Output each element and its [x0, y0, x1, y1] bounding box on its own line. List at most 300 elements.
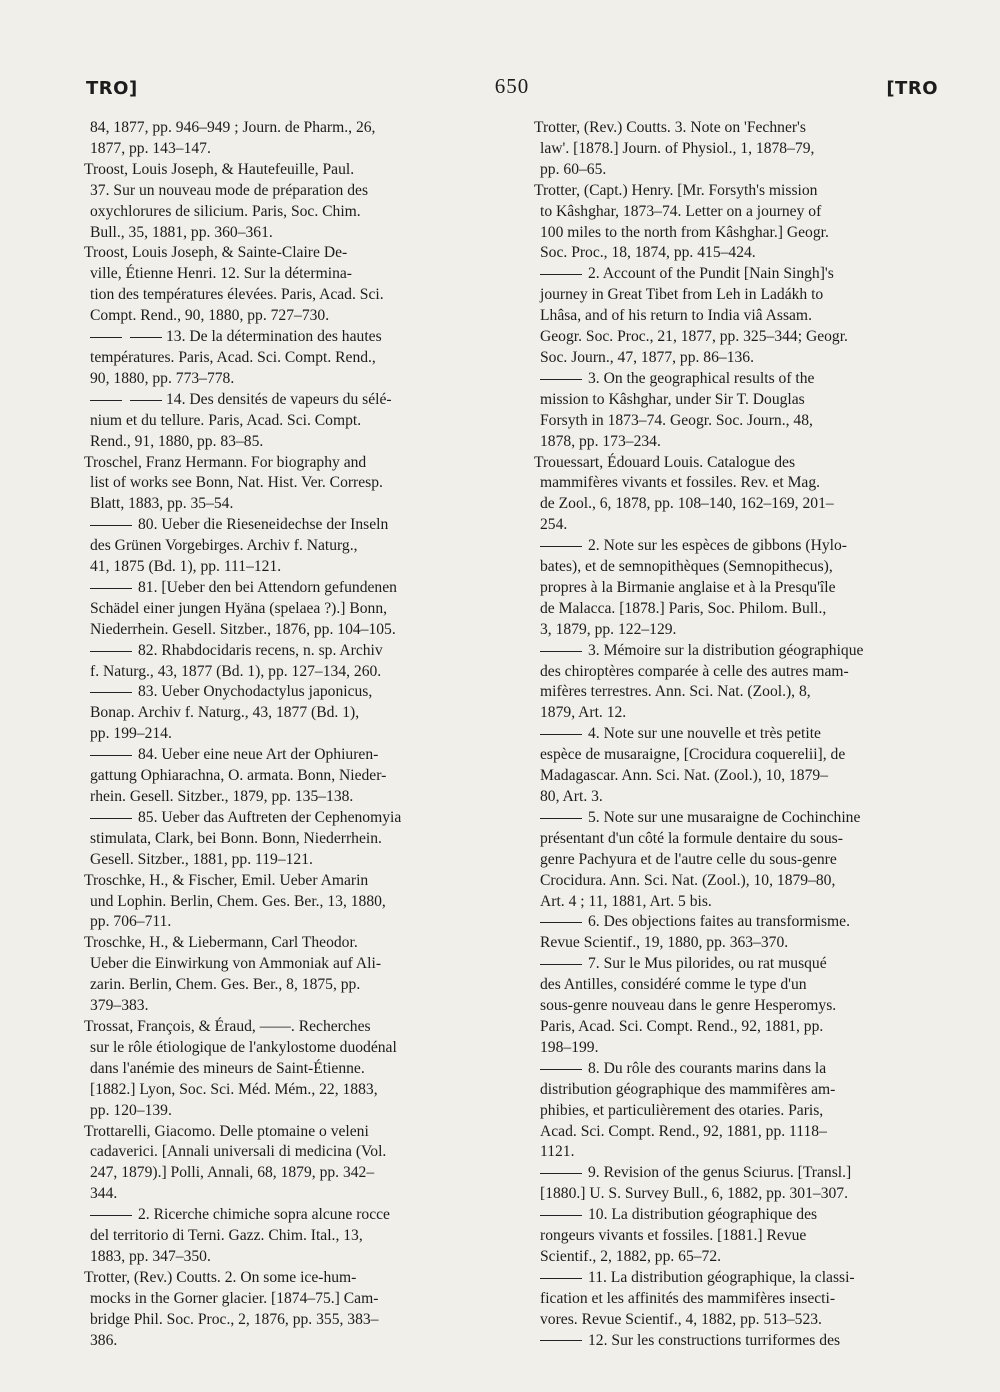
- entry-line: [90, 766, 487, 787]
- ditto-dash: [540, 1215, 582, 1216]
- entry-text: 5. Note sur une musaraigne de Cochinchine: [588, 808, 861, 826]
- entry-text: Rend., 91, 1880, pp. 83–85.: [90, 432, 264, 450]
- entry-line: [540, 1101, 937, 1122]
- entry-text: Scientif., 2, 1882, pp. 65–72.: [540, 1247, 722, 1265]
- entry-line: [534, 453, 937, 474]
- bibliography-entry: [84, 933, 487, 1017]
- entry-text: 4. Note sur une nouvelle et très petite: [588, 725, 821, 743]
- bibliography-entry: [540, 954, 937, 1059]
- ditto-dash: [540, 1278, 582, 1279]
- entry-line: [90, 1059, 487, 1080]
- ditto-dash: [540, 546, 582, 547]
- entry-line: [84, 1122, 487, 1143]
- entry-text: 41, 1875 (Bd. 1), pp. 111–121.: [90, 558, 282, 576]
- entry-text: zarin. Berlin, Chem. Ges. Ber., 8, 1875, pp.: [90, 976, 361, 994]
- entry-text: nium et du tellure. Paris, Acad. Sci. Compt.: [90, 411, 362, 429]
- entry-line: [90, 975, 487, 996]
- entry-line: [90, 1184, 487, 1205]
- entry-line: [90, 264, 487, 285]
- entry-text: 1121.: [540, 1143, 575, 1161]
- entry-line: [540, 557, 937, 578]
- entry-text: 90, 1880, pp. 773–778.: [90, 369, 235, 387]
- ditto-dash: [540, 818, 582, 819]
- entry-text: Geogr. Soc. Proc., 21, 1877, pp. 325–344; Geogr.: [540, 328, 848, 346]
- entry-text: 2. Note sur les espèces de gibbons (Hylo-: [588, 537, 847, 555]
- bibliography-entry: [90, 682, 487, 745]
- entry-text: sous-genre nouveau dans le genre Hesperomys.: [540, 997, 837, 1015]
- entry-line: [540, 243, 937, 264]
- entry-text: 84, 1877, pp. 946–949 ; Journ. de Pharm., 26,: [90, 119, 376, 136]
- entry-text: f. Naturg., 43, 1877 (Bd. 1), pp. 127–134, 260.: [90, 662, 382, 680]
- entry-line: [540, 1247, 937, 1268]
- entry-line: [540, 745, 937, 766]
- entry-line: [90, 682, 487, 703]
- entry-line: [540, 871, 937, 892]
- entry-text: des chiroptères comparée à celle des autres mam-: [540, 662, 849, 680]
- entry-text: 84. Ueber eine neue Art der Ophiuren-: [138, 746, 379, 764]
- entry-text: espèce de musaraigne, [Crocidura coquerelii], de: [540, 746, 846, 764]
- entry-text: 379–383.: [90, 997, 149, 1015]
- entry-text: 9. Revision of the genus Sciurus. [Transl.]: [588, 1164, 852, 1182]
- entry-line: [90, 306, 487, 327]
- entry-text: 80. Ueber die Rieseneidechse der Inseln: [138, 516, 389, 534]
- entry-line: [540, 724, 937, 745]
- entry-text: distribution géographique des mammifères am-: [540, 1080, 836, 1098]
- bibliography-entry: [540, 1059, 937, 1164]
- bibliography-entry: [84, 1122, 487, 1206]
- entry-line: [90, 327, 487, 348]
- entry-text: Trottarelli, Giacomo. Delle ptomaine o veleni: [84, 1122, 369, 1140]
- entry-line: [540, 787, 937, 808]
- entry-line: [90, 139, 487, 160]
- entry-line: [90, 202, 487, 223]
- bibliography-entry: [90, 808, 487, 871]
- entry-line: [90, 954, 487, 975]
- entry-line: [90, 599, 487, 620]
- entry-line: [540, 494, 937, 515]
- entry-text: 3. Mémoire sur la distribution géographique: [588, 641, 864, 659]
- entry-line: [90, 369, 487, 390]
- entry-text: Bull., 35, 1881, pp. 360–361.: [90, 223, 273, 241]
- entry-text: 85. Ueber das Auftreten der Cephenomyia: [138, 808, 402, 826]
- bibliography-entry: [84, 1268, 487, 1352]
- entry-line: [540, 1331, 937, 1352]
- entry-line: [90, 641, 487, 662]
- entry-line: [90, 432, 487, 453]
- entry-line: [90, 181, 487, 202]
- entry-line: [540, 1310, 937, 1331]
- entry-text: 37. Sur un nouveau mode de préparation des: [90, 181, 369, 199]
- entry-text: de Malacca. [1878.] Paris, Soc. Philom. Bull.,: [540, 599, 827, 617]
- entry-text: Compt. Rend., 90, 1880, pp. 727–730.: [90, 307, 330, 325]
- entry-line: [90, 390, 487, 411]
- entry-line: [540, 912, 937, 933]
- entry-line: [540, 1289, 937, 1310]
- entry-text: Soc. Journ., 47, 1877, pp. 86–136.: [540, 348, 754, 366]
- entry-text: Acad. Sci. Compt. Rend., 92, 1881, pp. 1118–: [540, 1122, 827, 1140]
- entry-line: [540, 223, 937, 244]
- entry-line: [534, 181, 937, 202]
- entry-text: mission to Kâshghar, under Sir T. Douglas: [540, 390, 805, 408]
- entry-line: [90, 850, 487, 871]
- entry-line: [540, 536, 937, 557]
- ditto-dash: [90, 755, 132, 756]
- entry-text: Ueber die Einwirkung von Ammoniak auf Ali-: [90, 955, 382, 973]
- entry-text: [1882.] Lyon, Soc. Sci. Méd. Mém., 22, 1883,: [90, 1080, 378, 1098]
- bibliography-entry: [84, 1017, 487, 1122]
- entry-line: [540, 515, 937, 536]
- entry-text: mifères terrestres. Ann. Sci. Nat. (Zool.), 8,: [540, 683, 811, 701]
- bibliography-entry: [90, 118, 487, 160]
- entry-line: [540, 1226, 937, 1247]
- entry-text: 8. Du rôle des courants marins dans la: [588, 1059, 827, 1077]
- right-column: [534, 118, 937, 1351]
- entry-text: vores. Revue Scientif., 4, 1882, pp. 513–523.: [540, 1310, 822, 1328]
- entry-text: mammifères vivants et fossiles. Rev. et Mag.: [540, 474, 821, 492]
- bibliography-entry: [540, 1205, 937, 1268]
- bibliography-entry: [84, 453, 487, 516]
- entry-text: pp. 120–139.: [90, 1101, 172, 1119]
- bibliography-entry: [90, 327, 487, 390]
- entry-text: ville, Étienne Henri. 12. Sur la détermina-: [90, 265, 352, 283]
- ditto-dash: [540, 1340, 582, 1341]
- entry-text: Trouessart, Édouard Louis. Catalogue des: [534, 453, 796, 471]
- ditto-dash: [90, 692, 132, 693]
- entry-text: Crocidura. Ann. Sci. Nat. (Zool.), 10, 1879–80,: [540, 871, 836, 889]
- entry-line: [540, 1268, 937, 1289]
- entry-line: [540, 620, 937, 641]
- entry-line: [84, 1268, 487, 1289]
- entry-line: [90, 703, 487, 724]
- entry-line: [540, 996, 937, 1017]
- entry-line: [90, 1289, 487, 1310]
- entry-line: [84, 933, 487, 954]
- entry-text: sur le rôle étiologique de l'ankylostome duodénal: [90, 1038, 397, 1056]
- entry-text: 80, Art. 3.: [540, 788, 603, 805]
- entry-line: [90, 808, 487, 829]
- entry-line: [540, 1142, 937, 1163]
- entry-text: mocks in the Gorner glacier. [1874–75.] Cam-: [90, 1289, 379, 1307]
- entry-text: pp. 199–214.: [90, 725, 172, 743]
- entry-text: 6. Des objections faites au transformisme.: [588, 913, 850, 931]
- ditto-dash: [540, 964, 582, 965]
- entry-line: [90, 1310, 487, 1331]
- entry-line: [540, 892, 937, 913]
- entry-line: [84, 160, 487, 181]
- entry-line: [540, 1038, 937, 1059]
- entry-text: 3, 1879, pp. 122–129.: [540, 620, 677, 638]
- entry-line: [90, 1247, 487, 1268]
- entry-line: [540, 829, 937, 850]
- entry-line: [540, 348, 937, 369]
- entry-line: [90, 912, 487, 933]
- entry-line: [540, 599, 937, 620]
- entry-text: gattung Ophiarachna, O. armata. Bonn, Nieder-: [90, 767, 387, 785]
- bibliography-entry: [540, 369, 937, 453]
- entry-text: Blatt, 1883, pp. 35–54.: [90, 495, 234, 513]
- bibliography-entry: [90, 390, 487, 453]
- entry-text: présentant d'un côté la formule dentaire du sous-: [540, 829, 843, 847]
- entry-text: to Kâshghar, 1873–74. Letter on a journey of: [540, 202, 822, 220]
- entry-line: [534, 118, 937, 139]
- entry-line: [540, 808, 937, 829]
- entry-line: [84, 453, 487, 474]
- ditto-dash: [540, 651, 582, 652]
- entry-text: law'. [1878.] Journ. of Physiol., 1, 1878–79,: [540, 139, 815, 157]
- entry-text: 7. Sur le Mus pilorides, ou rat musqué: [588, 955, 827, 973]
- entry-text: rhein. Gesell. Sitzber., 1879, pp. 135–138.: [90, 788, 354, 805]
- ditto-dash: [540, 922, 582, 923]
- entry-text: del territorio di Terni. Gazz. Chim. Ital., 13,: [90, 1227, 363, 1245]
- ditto-dash: [90, 525, 132, 526]
- entry-line: [90, 996, 487, 1017]
- entry-text: bridge Phil. Soc. Proc., 2, 1876, pp. 355, 383–: [90, 1310, 379, 1328]
- ditto-dash: [540, 379, 582, 380]
- entry-text: tion des températures élevées. Paris, Acad. Sci.: [90, 286, 384, 304]
- entry-text: Forsyth in 1873–74. Geogr. Soc. Journ., 48,: [540, 411, 813, 429]
- entry-line: [540, 1059, 937, 1080]
- bibliography-entry: [90, 1205, 487, 1268]
- entry-line: [90, 348, 487, 369]
- entry-line: [540, 411, 937, 432]
- bibliography-entry: [540, 808, 937, 913]
- bibliography-entry: [90, 515, 487, 578]
- ditto-dash: [90, 818, 132, 819]
- entry-text: Troost, Louis Joseph, & Hautefeuille, Paul.: [84, 160, 355, 178]
- ditto-dash: [130, 337, 162, 338]
- entry-line: [540, 285, 937, 306]
- entry-text: 1877, pp. 143–147.: [90, 139, 211, 157]
- page-header: [86, 74, 938, 104]
- entry-text: journey in Great Tibet from Leh in Ladákh to: [540, 286, 824, 304]
- page-number: 650: [494, 74, 530, 98]
- entry-text: Trotter, (Rev.) Coutts. 3. Note on 'Fechner's: [534, 119, 806, 136]
- entry-line: [540, 850, 937, 871]
- bibliography-entry: [534, 118, 937, 181]
- entry-text: Soc. Proc., 18, 1874, pp. 415–424.: [540, 244, 756, 262]
- entry-text: 2. Ricerche chimiche sopra alcune rocce: [138, 1206, 390, 1224]
- entry-line: [90, 118, 487, 139]
- entry-text: pp. 60–65.: [540, 160, 607, 178]
- bibliography-entry: [90, 745, 487, 808]
- entry-line: [90, 662, 487, 683]
- entry-line: [540, 139, 937, 160]
- entry-line: [540, 473, 937, 494]
- bibliography-entry: [540, 1163, 937, 1205]
- entry-text: Art. 4 ; 11, 1881, Art. 5 bis.: [540, 892, 712, 910]
- entry-line: [540, 682, 937, 703]
- ditto-dash: [540, 1173, 582, 1174]
- entry-text: Troschke, H., & Liebermann, Carl Theodor.: [84, 934, 358, 952]
- entry-text: 1883, pp. 347–350.: [90, 1247, 211, 1265]
- entry-text: Lhâsa, and of his return to India viâ Assam.: [540, 307, 812, 325]
- ditto-dash: [90, 400, 122, 401]
- entry-text: 10. La distribution géographique des: [588, 1206, 818, 1224]
- entry-text: Madagascar. Ann. Sci. Nat. (Zool.), 10, 1879–: [540, 767, 828, 785]
- entry-text: propres à la Birmanie anglaise et à la Presqu'île: [540, 578, 836, 596]
- entry-text: 82. Rhabdocidaris recens, n. sp. Archiv: [138, 641, 383, 659]
- ditto-dash: [90, 588, 132, 589]
- entry-text: pp. 706–711.: [90, 913, 172, 931]
- entry-line: [540, 160, 937, 181]
- bibliography-entry: [540, 536, 937, 641]
- bibliography-entry: [534, 181, 937, 265]
- entry-text: 81. [Ueber den bei Attendorn gefundenen: [138, 578, 397, 596]
- ditto-dash: [90, 337, 122, 338]
- left-column: [84, 118, 487, 1351]
- ditto-dash: [540, 1069, 582, 1070]
- entry-line: [540, 306, 937, 327]
- entry-line: [540, 703, 937, 724]
- entry-text: [1880.] U. S. Survey Bull., 6, 1882, pp. 301–307.: [540, 1185, 848, 1203]
- running-head-right: [TRO: [886, 78, 938, 99]
- ditto-dash: [90, 651, 132, 652]
- entry-text: Troost, Louis Joseph, & Sainte-Claire De-: [84, 244, 348, 262]
- entry-text: phibies, et particulièrement des otaries. Paris,: [540, 1101, 824, 1119]
- entry-text: 1879, Art. 12.: [540, 704, 627, 722]
- entry-text: 14. Des densités de vapeurs du sélé-: [166, 390, 392, 408]
- entry-text: und Lophin. Berlin, Chem. Ges. Ber., 13, 1880,: [90, 892, 386, 910]
- entry-text: 386.: [90, 1331, 118, 1349]
- entry-line: [90, 1101, 487, 1122]
- entry-line: [90, 620, 487, 641]
- entry-line: [540, 766, 937, 787]
- entry-text: 11. La distribution géographique, la classi-: [588, 1268, 855, 1286]
- entry-line: [540, 264, 937, 285]
- bibliography-entry: [540, 1268, 937, 1331]
- ditto-dash: [540, 734, 582, 735]
- entry-text: Revue Scientif., 19, 1880, pp. 363–370.: [540, 934, 789, 952]
- entry-line: [90, 223, 487, 244]
- entry-line: [90, 1205, 487, 1226]
- entry-line: [540, 975, 937, 996]
- entry-line: [90, 724, 487, 745]
- entry-text: Trotter, (Capt.) Henry. [Mr. Forsyth's mission: [534, 181, 818, 199]
- entry-text: Niederrhein. Gesell. Sitzber., 1876, pp. 104–105.: [90, 620, 396, 638]
- bibliography-entry: [84, 243, 487, 327]
- bibliography-entry: [540, 264, 937, 369]
- entry-line: [540, 369, 937, 390]
- entry-text: 12. Sur les constructions turriformes des: [588, 1331, 841, 1349]
- entry-line: [90, 473, 487, 494]
- entry-text: 3. On the geographical results of the: [588, 369, 815, 387]
- bibliography-entry: [84, 160, 487, 244]
- entry-line: [90, 787, 487, 808]
- entry-line: [90, 1142, 487, 1163]
- entry-line: [540, 390, 937, 411]
- entry-line: [540, 1080, 937, 1101]
- entry-text: oxychlorures de silicium. Paris, Soc. Chim.: [90, 202, 361, 220]
- ditto-dash: [130, 400, 162, 401]
- bibliography-entry: [540, 641, 937, 725]
- entry-text: des Antilles, considéré comme le type d'un: [540, 976, 807, 994]
- entry-text: Bonap. Archiv f. Naturg., 43, 1877 (Bd. 1),: [90, 704, 360, 722]
- entry-line: [90, 745, 487, 766]
- entry-text: 344.: [90, 1185, 118, 1203]
- entry-line: [90, 515, 487, 536]
- entry-line: [540, 1205, 937, 1226]
- entry-line: [90, 557, 487, 578]
- bibliography-entry: [84, 871, 487, 934]
- bibliography-entry: [540, 724, 937, 808]
- entry-text: Gesell. Sitzber., 1881, pp. 119–121.: [90, 850, 313, 868]
- entry-line: [90, 892, 487, 913]
- entry-line: [84, 243, 487, 264]
- entry-text: genre Pachyura et de l'autre celle du sous-genre: [540, 850, 837, 868]
- entry-line: [90, 285, 487, 306]
- bibliography-entry: [90, 578, 487, 641]
- entry-text: de Zool., 6, 1878, pp. 108–140, 162–169, 201–: [540, 495, 834, 513]
- entry-line: [540, 1017, 937, 1038]
- entry-line: [540, 1122, 937, 1143]
- entry-line: [90, 1038, 487, 1059]
- entry-line: [90, 1080, 487, 1101]
- entry-line: [90, 1226, 487, 1247]
- entry-line: [90, 1163, 487, 1184]
- entry-line: [540, 202, 937, 223]
- entry-text: 198–199.: [540, 1038, 599, 1056]
- running-head-left: TRO]: [86, 78, 138, 99]
- entry-text: 100 miles to the north from Kâshghar.] Geogr.: [540, 223, 829, 241]
- entry-line: [540, 641, 937, 662]
- entry-text: 83. Ueber Onychodactylus japonicus,: [138, 683, 373, 701]
- bibliography-entry: [540, 1331, 937, 1352]
- entry-line: [540, 327, 937, 348]
- entry-text: Trossat, François, & Éraud, ——. Recherches: [84, 1017, 371, 1035]
- entry-line: [540, 1163, 937, 1184]
- entry-line: [540, 954, 937, 975]
- entry-text: 13. De la détermination des hautes: [166, 328, 382, 346]
- entry-text: fication et les affinités des mammifères insecti-: [540, 1289, 836, 1307]
- entry-text: bates), et de semnopithèques (Semnopithecus),: [540, 558, 833, 576]
- entry-text: 254.: [540, 516, 568, 534]
- entry-text: list of works see Bonn, Nat. Hist. Ver. Corresp.: [90, 474, 383, 492]
- entry-line: [90, 829, 487, 850]
- entry-line: [90, 411, 487, 432]
- entry-text: stimulata, Clark, bei Bonn. Bonn, Niederrhein.: [90, 829, 382, 847]
- bibliography-entry: [534, 453, 937, 537]
- entry-text: 1878, pp. 173–234.: [540, 432, 661, 450]
- entry-text: Schädel einer jungen Hyäna (spelaea ?).] Bonn,: [90, 599, 388, 617]
- entry-line: [84, 871, 487, 892]
- bibliography-entry: [540, 912, 937, 954]
- bibliography-entry: [90, 641, 487, 683]
- entry-text: Trotter, (Rev.) Coutts. 2. On some ice-hum-: [84, 1268, 357, 1286]
- entry-line: [90, 578, 487, 599]
- entry-line: [540, 933, 937, 954]
- entry-line: [90, 494, 487, 515]
- entry-text: cadaverici. [Annali universali di medicina (Vol.: [90, 1143, 387, 1161]
- entry-text: Paris, Acad. Sci. Compt. Rend., 92, 1881, pp.: [540, 1017, 824, 1035]
- entry-line: [540, 578, 937, 599]
- entry-line: [540, 432, 937, 453]
- entry-text: Troschel, Franz Hermann. For biography and: [84, 453, 367, 471]
- entry-text: 247, 1879).] Polli, Annali, 68, 1879, pp. 342–: [90, 1164, 375, 1182]
- entry-text: températures. Paris, Acad. Sci. Compt. Rend.,: [90, 348, 376, 366]
- ditto-dash: [90, 1215, 132, 1216]
- ditto-dash: [540, 274, 582, 275]
- entry-text: Troschke, H., & Fischer, Emil. Ueber Amarin: [84, 871, 369, 889]
- entry-line: [540, 662, 937, 683]
- entry-text: dans l'anémie des mineurs de Saint-Étienne.: [90, 1059, 365, 1077]
- entry-line: [90, 1331, 487, 1352]
- entry-text: rongeurs vivants et fossiles. [1881.] Revue: [540, 1227, 807, 1245]
- entry-text: 2. Account of the Pundit [Nain Singh]'s: [588, 265, 834, 283]
- entry-line: [540, 1184, 937, 1205]
- entry-line: [90, 536, 487, 557]
- entry-line: [84, 1017, 487, 1038]
- entry-text: des Grünen Vorgebirges. Archiv f. Naturg.,: [90, 537, 358, 555]
